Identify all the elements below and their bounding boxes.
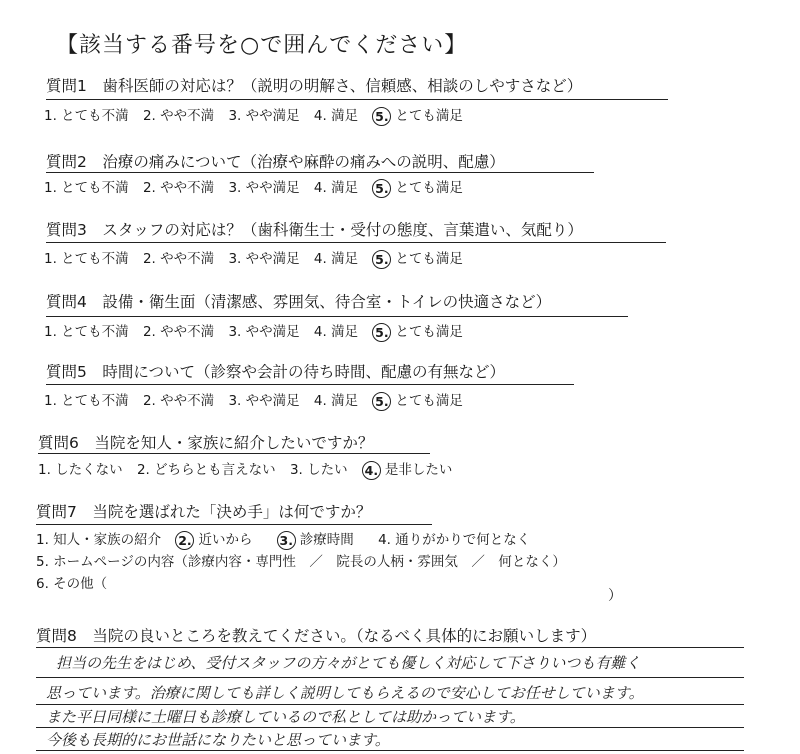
question-6-option-2[interactable]: 2. どちらとも言えない bbox=[136, 462, 276, 478]
question-4-option-3[interactable]: 3. やや満足 bbox=[228, 324, 300, 340]
question-5-option-3[interactable]: 3. やや満足 bbox=[228, 393, 300, 409]
question-2-option-1[interactable]: 1. とても不満 bbox=[44, 180, 129, 196]
question-5-underline bbox=[46, 384, 574, 385]
question-8-ruled-line-2 bbox=[36, 677, 744, 678]
selection-circle: 4. bbox=[362, 461, 381, 480]
question-6-option-1[interactable]: 1. したくない bbox=[38, 462, 123, 478]
question-1-option-4[interactable]: 4. 満足 bbox=[313, 108, 359, 124]
question-7-option-6-close: ） bbox=[608, 588, 622, 604]
selection-circle: 5. bbox=[372, 250, 391, 269]
question-3-option-3[interactable]: 3. やや満足 bbox=[228, 251, 300, 267]
handwritten-answer-line-3: また平日同様に土曜日も診療しているので私としては助かっています。 bbox=[46, 708, 525, 726]
question-2-option-2[interactable]: 2. やや不満 bbox=[142, 180, 215, 196]
question-7-title: 質問7 当院を選ばれた「決め手」は何ですか？ bbox=[36, 503, 372, 521]
selection-circle: 3. bbox=[277, 531, 296, 550]
question-1-option-1[interactable]: 1. とても不満 bbox=[44, 108, 129, 124]
question-3-option-5-selected[interactable]: 5. とても満足 bbox=[372, 251, 473, 267]
question-8-ruled-line-5 bbox=[36, 750, 744, 751]
question-3-option-2[interactable]: 2. やや不満 bbox=[142, 251, 215, 267]
selection-circle: 5. bbox=[372, 323, 391, 342]
question-3-underline bbox=[46, 242, 666, 243]
question-1-option-2[interactable]: 2. やや不満 bbox=[142, 108, 215, 124]
question-7-option-3-selected[interactable]: 3. 診療時間 bbox=[277, 532, 364, 548]
question-4-title: 質問4 設備・衛生面（清潔感、雰囲気、待合室・トイレの快適さなど） bbox=[46, 293, 552, 311]
question-2-title: 質問2 治療の痛みについて（治療や麻酔の痛みへの説明、配慮） bbox=[46, 153, 505, 171]
question-3-option-4[interactable]: 4. 満足 bbox=[313, 251, 359, 267]
selection-circle: 5. bbox=[372, 179, 391, 198]
question-3-title: 質問3 スタッフの対応は？（歯科衛生士・受付の態度、言葉遣い、気配り） bbox=[46, 221, 583, 239]
question-5-options bbox=[44, 389, 483, 411]
selection-circle: 5. bbox=[372, 392, 391, 411]
question-1-option-5-selected[interactable]: 5. とても満足 bbox=[372, 108, 473, 124]
question-7-option-6[interactable]: 6. その他（ bbox=[36, 576, 108, 592]
question-8-ruled-line-1 bbox=[36, 647, 744, 648]
question-7-option-5[interactable]: 5. ホームページの内容（診療内容・専門性 ／ 院長の人柄・雰囲気 ／ 何となく） bbox=[36, 554, 566, 570]
question-5-option-1[interactable]: 1. とても不満 bbox=[44, 393, 129, 409]
question-7-option-4[interactable]: 4. 通りがかりで何となく bbox=[378, 532, 531, 548]
question-1-underline bbox=[46, 99, 668, 100]
question-3-option-1[interactable]: 1. とても不満 bbox=[44, 251, 129, 267]
question-1-title: 質問1 歯科医師の対応は？（説明の明解さ、信頼感、相談のしやすさなど） bbox=[46, 77, 583, 95]
question-2-option-3[interactable]: 3. やや満足 bbox=[228, 180, 300, 196]
question-4-options bbox=[44, 320, 483, 342]
question-5-option-5-selected[interactable]: 5. とても満足 bbox=[372, 393, 473, 409]
question-7-options-row1 bbox=[36, 528, 540, 550]
handwritten-answer-line-2: 思っています。治療に関しても詳しく説明してもらえるので安心してお任せしています。 bbox=[46, 684, 644, 702]
question-7-option-2-selected[interactable]: 2. 近いから bbox=[175, 532, 262, 548]
selection-circle: 2. bbox=[175, 531, 194, 550]
question-1-options bbox=[44, 104, 483, 126]
question-2-options bbox=[44, 176, 483, 198]
question-4-underline bbox=[46, 316, 628, 317]
handwritten-answer-line-1: 担当の先生をはじめ、受付スタッフの方々がとても優しく対応して下さりいつも有難く bbox=[56, 654, 641, 672]
page-title: 【該当する番号を○で囲んでください】 bbox=[56, 33, 468, 58]
handwritten-answer-line-4: 今後も長期的にお世話になりたいと思っています。 bbox=[46, 731, 390, 749]
question-6-options bbox=[38, 458, 472, 480]
question-8-ruled-line-3 bbox=[36, 704, 744, 705]
question-6-option-3[interactable]: 3. したい bbox=[289, 462, 348, 478]
question-2-option-4[interactable]: 4. 満足 bbox=[313, 180, 359, 196]
question-8-title: 質問8 当院の良いところを教えてください。（なるべく具体的にお願いします） bbox=[36, 627, 597, 645]
question-5-option-4[interactable]: 4. 満足 bbox=[313, 393, 359, 409]
question-7-option-1[interactable]: 1. 知人・家族の紹介 bbox=[36, 532, 162, 548]
question-4-option-1[interactable]: 1. とても不満 bbox=[44, 324, 129, 340]
question-6-underline bbox=[38, 453, 430, 454]
question-2-underline bbox=[46, 172, 594, 173]
question-5-option-2[interactable]: 2. やや不満 bbox=[142, 393, 215, 409]
question-1-option-3[interactable]: 3. やや満足 bbox=[228, 108, 300, 124]
question-2-option-5-selected[interactable]: 5. とても満足 bbox=[372, 180, 473, 196]
question-7-underline bbox=[36, 524, 432, 525]
question-8-ruled-line-4 bbox=[36, 727, 744, 728]
question-4-option-5-selected[interactable]: 5. とても満足 bbox=[372, 324, 473, 340]
selection-circle: 5. bbox=[372, 107, 391, 126]
question-3-options bbox=[44, 247, 483, 269]
question-4-option-4[interactable]: 4. 満足 bbox=[313, 324, 359, 340]
question-5-title: 質問5 時間について（診察や会計の待ち時間、配慮の有無など） bbox=[46, 363, 506, 381]
question-6-option-4-selected[interactable]: 4. 是非したい bbox=[362, 462, 463, 478]
question-6-title: 質問6 当院を知人・家族に紹介したいですか？ bbox=[38, 434, 374, 452]
question-4-option-2[interactable]: 2. やや不満 bbox=[142, 324, 215, 340]
